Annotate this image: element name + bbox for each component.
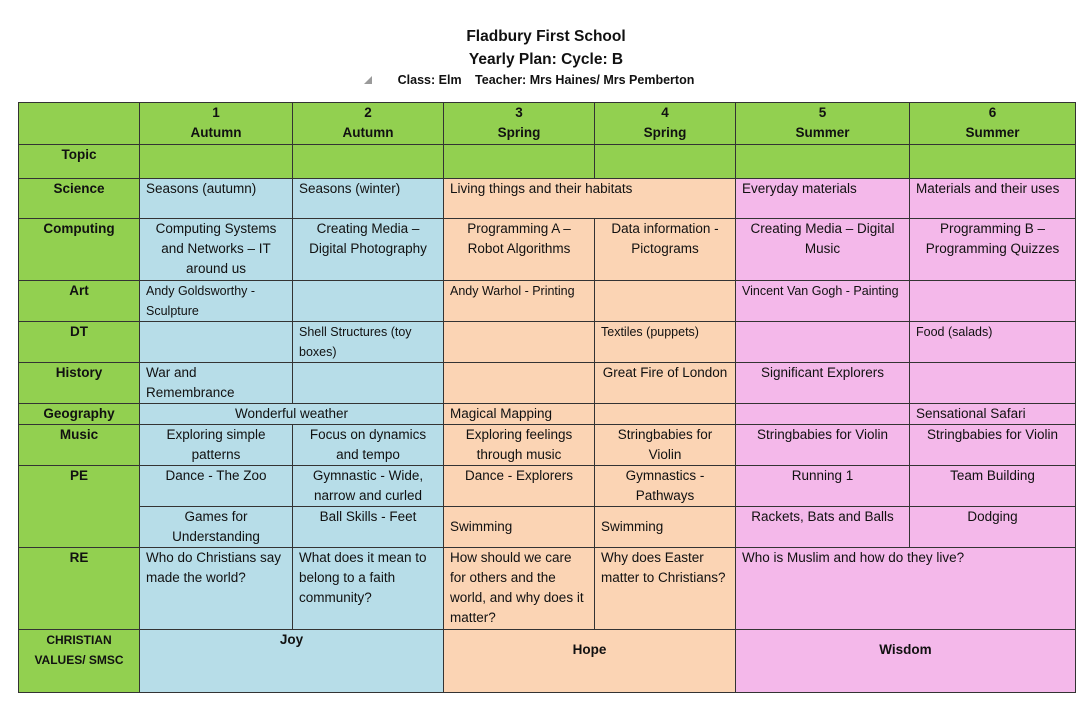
table-cell: Dance - The Zoo <box>140 466 293 507</box>
table-cell: Exploring feelings through music <box>444 425 595 466</box>
history-row <box>19 363 1076 404</box>
table-cell: Games for Understanding <box>140 507 293 548</box>
music-row <box>19 425 1076 466</box>
header-row <box>19 103 1076 145</box>
row-label-dt: DT <box>19 322 140 363</box>
class-label: Class: Elm <box>397 73 462 87</box>
table-cell: Materials and their uses <box>910 179 1076 219</box>
table-cell <box>736 404 910 425</box>
table-cell: Shell Structures (toy boxes) <box>293 322 444 363</box>
table-cell: Running 1 <box>736 466 910 507</box>
row-label-values: CHRISTIAN VALUES/ SMSC <box>19 630 140 693</box>
table-cell: Seasons (winter) <box>293 179 444 219</box>
table-cell: Stringbabies for Violin <box>736 425 910 466</box>
art-row <box>19 281 1076 322</box>
science-row <box>19 179 1076 219</box>
table-cell: Textiles (puppets) <box>595 322 736 363</box>
table-cell: Creating Media – Digital Music <box>736 219 910 281</box>
table-cell: Why does Easter matter to Christians? <box>595 548 736 630</box>
table-cell <box>444 322 595 363</box>
table-cell: Rackets, Bats and Balls <box>736 507 910 548</box>
corner-cell <box>19 103 140 145</box>
table-cell <box>910 281 1076 322</box>
table-cell: Creating Media – Digital Photography <box>293 219 444 281</box>
values-row <box>19 630 1076 693</box>
table-cell: Andy Goldsworthy - Sculpture <box>140 281 293 322</box>
table-cell: Everyday materials <box>736 179 910 219</box>
column-header-1: 1 Autumn <box>140 103 293 145</box>
column-header-2: 2 Autumn <box>293 103 444 145</box>
table-cell: Gymnastics - Pathways <box>595 466 736 507</box>
table-cell: Stringbabies for Violin <box>910 425 1076 466</box>
plan-title: Yearly Plan: Cycle: B <box>468 51 624 68</box>
table-cell: Stringbabies for Violin <box>595 425 736 466</box>
triangle-marker-icon <box>364 76 372 84</box>
table-cell: Gymnastic - Wide, narrow and curled <box>293 466 444 507</box>
row-label-music: Music <box>19 425 140 466</box>
table-cell: Dance - Explorers <box>444 466 595 507</box>
table-cell: Who do Christians say made the world? <box>140 548 293 630</box>
row-label-science: Science <box>19 179 140 219</box>
school-name: Fladbury First School <box>466 28 626 45</box>
table-cell: Andy Warhol - Printing <box>444 281 595 322</box>
table-cell <box>595 404 736 425</box>
table-cell <box>293 281 444 322</box>
row-label-re: RE <box>19 548 140 630</box>
row-label-geography: Geography <box>19 404 140 425</box>
table-cell: Exploring simple patterns <box>140 425 293 466</box>
teacher-names: Mrs Haines/ Mrs Pemberton <box>529 73 695 87</box>
table-cell: Ball Skills - Feet <box>293 507 444 548</box>
column-header-5: 5 Summer <box>736 103 910 145</box>
table-cell: Focus on dynamics and tempo <box>293 425 444 466</box>
dt-row <box>19 322 1076 363</box>
column-header-3: 3 Spring <box>444 103 595 145</box>
value-wisdom: Wisdom <box>736 630 1076 693</box>
table-cell: What does it mean to belong to a faith community? <box>293 548 444 630</box>
table-cell: Significant Explorers <box>736 363 910 404</box>
table-cell <box>595 281 736 322</box>
table-cell: Programming A – Robot Algorithms <box>444 219 595 281</box>
table-cell: Dodging <box>910 507 1076 548</box>
geography-row <box>19 404 1076 425</box>
row-label-computing: Computing <box>19 219 140 281</box>
row-label-topic: Topic <box>19 145 140 179</box>
pe-row-1 <box>19 466 1076 507</box>
column-header-4: 4 Spring <box>595 103 736 145</box>
table-cell: Living things and their habitats <box>444 179 736 219</box>
table-cell: Magical Mapping <box>444 404 595 425</box>
table-cell: Seasons (autumn) <box>140 179 293 219</box>
table-cell: Who is Muslim and how do they live? <box>736 548 1076 630</box>
value-hope: Hope <box>444 630 736 693</box>
re-row <box>19 548 1076 630</box>
row-label-history: History <box>19 363 140 404</box>
table-cell: Wonderful weather <box>140 404 444 425</box>
yearly-plan-table <box>18 102 1076 693</box>
topic-row <box>19 145 1076 179</box>
table-cell: War and Remembrance <box>140 363 293 404</box>
row-label-art: Art <box>19 281 140 322</box>
table-cell: Food (salads) <box>910 322 1076 363</box>
table-cell: Team Building <box>910 466 1076 507</box>
table-cell: Great Fire of London <box>595 363 736 404</box>
table-cell: Swimming <box>595 507 736 548</box>
teacher-label: Teacher: <box>475 73 527 87</box>
table-cell: Data information - Pictograms <box>595 219 736 281</box>
table-cell: How should we care for others and the world, and why does it matter? <box>444 548 595 630</box>
computing-row <box>19 219 1076 281</box>
table-cell: Vincent Van Gogh - Painting <box>736 281 910 322</box>
table-cell: Swimming <box>444 507 595 548</box>
class-teacher-line <box>0 73 1092 87</box>
table-cell <box>444 363 595 404</box>
table-cell <box>140 322 293 363</box>
pe-row-2 <box>19 507 1076 548</box>
column-header-6: 6 Summer <box>910 103 1076 145</box>
table-cell: Programming B – Programming Quizzes <box>910 219 1076 281</box>
table-cell <box>736 322 910 363</box>
table-cell <box>293 363 444 404</box>
table-cell: Computing Systems and Networks – IT around us <box>140 219 293 281</box>
table-cell <box>910 363 1076 404</box>
value-joy: Joy <box>140 630 444 693</box>
row-label-pe: PE <box>19 466 140 548</box>
table-cell: Sensational Safari <box>910 404 1076 425</box>
